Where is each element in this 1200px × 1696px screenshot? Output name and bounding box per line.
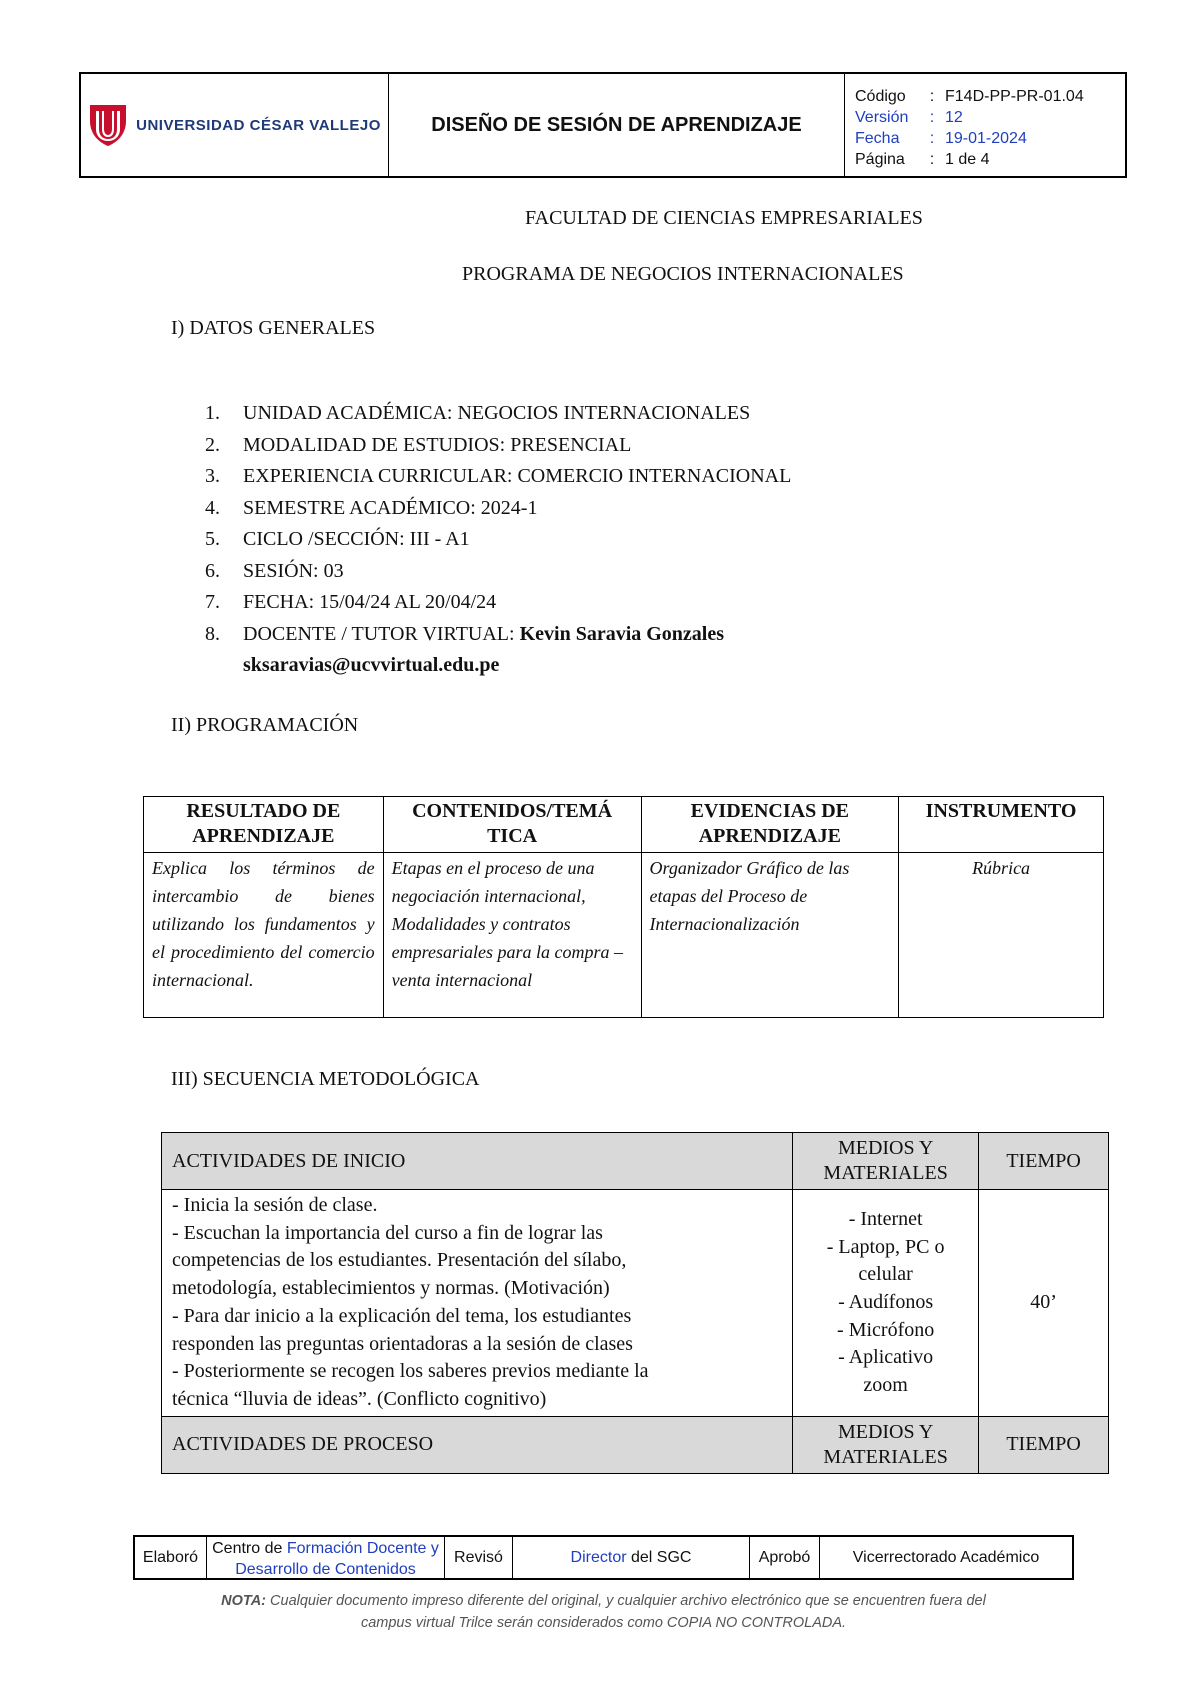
university-logo [88,103,381,147]
document-meta [845,74,1125,176]
section-general-data-title: I) DATOS GENERALES [171,317,376,339]
list-item: 2. MODALIDAD DE ESTUDIOS: PRESENCIAL [205,433,632,456]
activity-line: - Inicia la sesión de clase. [172,1194,378,1216]
cell-contents: Etapas en el proceso de una negociación internacional, Modalidades y contratos empresariales para la compra – venta internacional [383,853,641,1018]
meta-date-row [855,128,1125,149]
brand-text: UNIVERSIDAD CÉSAR VALLEJO [136,116,381,134]
table-header-row [144,797,1104,853]
general-data-list [205,398,791,682]
meta-colon: : [929,130,935,147]
activity-line: - Escuchan la importancia del curso a fin de lograr las [172,1221,603,1244]
material-line: - Audífonos [838,1290,934,1313]
meta-version-row [855,107,1125,128]
meta-colon: : [929,88,935,105]
reviso-value: Director del SGC [513,1537,750,1578]
media-header: MEDIOS Y MATERIALES [793,1133,979,1190]
time-header: TIEMPO [979,1416,1109,1473]
meta-code-value: F14D-PP-PR-01.04 [945,88,1084,105]
activity-line: - Posteriormente se recogen los saberes previos mediante la [172,1360,649,1383]
meta-code-label: Código [855,88,906,105]
teacher-label: DOCENTE / TUTOR VIRTUAL: [243,622,520,645]
material-line: - Aplicativo [838,1346,934,1369]
time-header: TIEMPO [979,1133,1109,1190]
ucv-shield-icon [88,103,128,147]
document-title: DISEÑO DE SESIÓN DE APRENDIZAJE [389,74,845,176]
col-header-contents: CONTENIDOS/TEMÁ TICA [383,797,641,853]
teacher-email: sksaravias@ucvvirtual.edu.pe [243,654,500,676]
faculty-heading: FACULTAD DE CIENCIAS EMPRESARIALES [525,207,923,229]
process-activities-header: ACTIVIDADES DE PROCESO [162,1416,793,1473]
list-item: 4. SEMESTRE ACADÉMICO: 2024-1 [205,496,538,519]
methodology-table [161,1132,1109,1474]
cell-instrument: Rúbrica [899,853,1104,1018]
list-item: 3. EXPERIENCIA CURRICULAR: COMERCIO INTERNACIONAL [205,465,792,487]
table-row [144,853,1104,1018]
meta-colon: : [929,151,935,168]
document-header [79,72,1127,178]
meta-page-label: Página [855,151,905,168]
activity-line: - Para dar inicio a la explicación del tema, los estudiantes [172,1304,632,1327]
start-header-row [162,1133,1109,1190]
activity-line: responden las preguntas orientadoras a la sesión de clases [172,1332,633,1355]
teacher-name: Kevin Saravia Gonzales [519,622,725,645]
material-line: zoom [863,1374,908,1397]
disclaimer-note: NOTA: Cualquier documento impreso diferente del original, y cualquier archivo electrónico que se encuentren fuera del campus virtual Trilce serán considerados como COPIA NO CONTROLADA. [221,1593,986,1631]
activity-line: técnica “lluvia de ideas”. (Conflicto cognitivo) [172,1387,547,1410]
elaboro-value: Centro de Formación Docente y Desarrollo de Contenidos [207,1537,445,1578]
activity-line: competencias de los estudiantes. Presentación del sílabo, [172,1249,627,1272]
start-activities-cell [162,1190,793,1417]
logo-cell [81,74,389,176]
section-programming-title: II) PROGRAMACIÓN [171,714,359,736]
teacher-email-item [205,650,791,682]
cell-evidence: Organizador Gráfico de las etapas del Proceso de Internacionalización [641,853,899,1018]
list-item: 5. CICLO /SECCIÓN: III - A1 [205,528,470,550]
meta-code-row [855,86,1125,107]
start-time-cell: 40’ [979,1190,1109,1417]
col-header-evidence: EVIDENCIAS DE APRENDIZAJE [641,797,899,853]
cell-learning-result: Explica los términos de intercambio de bienes utilizando los fundamentos y el procedimiento del comercio internacional. [144,853,384,1018]
meta-colon: : [929,109,935,126]
program-heading: PROGRAMA DE NEGOCIOS INTERNACIONALES [462,263,904,285]
material-line: - Micrófono [837,1318,935,1341]
list-item: 1. UNIDAD ACADÉMICA: NEGOCIOS INTERNACIONALES [205,402,751,424]
programming-table [143,796,1104,1018]
meta-date-value: 19-01-2024 [945,130,1027,147]
meta-date-label: Fecha [855,130,900,147]
meta-page-row [855,149,1125,170]
start-materials-cell [793,1190,979,1417]
meta-page-value: 1 de 4 [945,151,990,168]
meta-version-value: 12 [945,109,963,126]
col-header-learning-result: RESULTADO DE APRENDIZAJE [144,797,384,853]
section-sequence-title: III) SECUENCIA METODOLÓGICA [171,1068,480,1090]
reviso-label: Revisó [445,1537,513,1578]
list-item: 7. FECHA: 15/04/24 AL 20/04/24 [205,591,497,613]
aprobo-value: Vicerrectorado Académico [852,1549,1040,1566]
approval-footer [133,1535,1074,1580]
material-line: - Laptop, PC o [826,1235,945,1258]
process-header-row [162,1416,1109,1473]
aprobo-label: Aprobó [750,1537,820,1578]
material-line: - Internet [848,1207,923,1230]
elaboro-label: Elaboró [135,1537,207,1578]
teacher-item: 8. DOCENTE / TUTOR VIRTUAL: Kevin Saravia Gonzales [205,622,725,645]
list-item: 6. SESIÓN: 03 [205,559,344,582]
material-line: celular [858,1263,913,1286]
activity-line: metodología, establecimientos y normas. (Motivación) [172,1277,610,1300]
start-activities-row [162,1190,1109,1417]
meta-version-label: Versión [855,109,909,126]
start-activities-header: ACTIVIDADES DE INICIO [162,1133,793,1190]
col-header-instrument: INSTRUMENTO [899,797,1104,853]
media-header: MEDIOS Y MATERIALES [793,1416,979,1473]
